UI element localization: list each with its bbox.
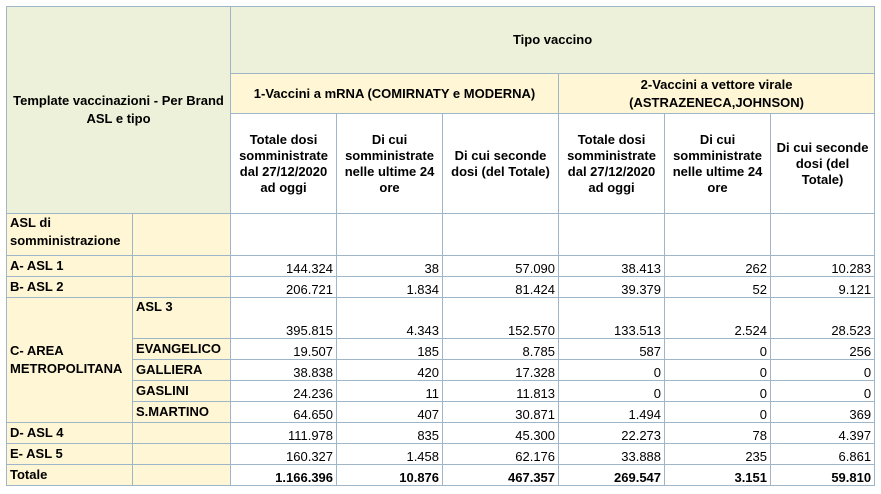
- value-cell: 39.379: [559, 277, 665, 298]
- value-cell: 9.121: [771, 277, 875, 298]
- col-header: Di cui somministrate nelle ultime 24 ore: [337, 114, 443, 214]
- total-row: [7, 465, 875, 486]
- value-cell: 256: [771, 339, 875, 360]
- value-cell: 17.328: [443, 360, 559, 381]
- value-cell: 369: [771, 402, 875, 423]
- row-label: B- ASL 2: [7, 277, 133, 298]
- sub-row-label: GASLINI: [133, 381, 231, 402]
- value-cell: 1.834: [337, 277, 443, 298]
- value-cell: 835: [337, 423, 443, 444]
- value-cell: 8.785: [443, 339, 559, 360]
- value-cell: 0: [665, 339, 771, 360]
- value-cell: 0: [665, 360, 771, 381]
- value-cell: 38.413: [559, 256, 665, 277]
- value-cell: 0: [771, 360, 875, 381]
- value-cell: 6.861: [771, 444, 875, 465]
- value-cell: 33.888: [559, 444, 665, 465]
- value-cell: 407: [337, 402, 443, 423]
- value-cell: 0: [771, 381, 875, 402]
- value-cell: 420: [337, 360, 443, 381]
- table-row: [7, 298, 875, 339]
- value-cell: 262: [665, 256, 771, 277]
- value-cell: 10.283: [771, 256, 875, 277]
- brand-header-viral-vector: 2-Vaccini a vettore virale (ASTRAZENECA,JOHNSON): [559, 74, 875, 114]
- corner-header: Template vaccinazioni - Per Brand ASL e tipo: [7, 7, 231, 214]
- value-cell: 38.838: [231, 360, 337, 381]
- total-cell: 1.166.396: [231, 465, 337, 486]
- value-cell: 2.524: [665, 298, 771, 339]
- value-cell: 395.815: [231, 298, 337, 339]
- table-row: [7, 444, 875, 465]
- value-cell: 30.871: [443, 402, 559, 423]
- value-cell: 64.650: [231, 402, 337, 423]
- sub-row-label: S.MARTINO: [133, 402, 231, 423]
- value-cell: 4.343: [337, 298, 443, 339]
- col-header: Totale dosi somministrate dal 27/12/2020 ad oggi: [559, 114, 665, 214]
- value-cell: 160.327: [231, 444, 337, 465]
- vaccination-table: [6, 6, 875, 486]
- table-row: [7, 402, 875, 423]
- value-cell: 52: [665, 277, 771, 298]
- value-cell: 133.513: [559, 298, 665, 339]
- table-row: [7, 277, 875, 298]
- table-row: [7, 381, 875, 402]
- value-cell: 111.978: [231, 423, 337, 444]
- sub-row-label: ASL 3: [133, 298, 231, 339]
- value-cell: 235: [665, 444, 771, 465]
- value-cell: 24.236: [231, 381, 337, 402]
- table-row: [7, 360, 875, 381]
- row-label: D- ASL 4: [7, 423, 133, 444]
- value-cell: 0: [559, 360, 665, 381]
- total-cell: 467.357: [443, 465, 559, 486]
- value-cell: 0: [665, 402, 771, 423]
- value-cell: 587: [559, 339, 665, 360]
- col-header: Di cui somministrate nelle ultime 24 ore: [665, 114, 771, 214]
- col-header: Di cui seconde dosi (del Totale): [443, 114, 559, 214]
- total-label: Totale: [7, 465, 133, 486]
- col-header: Totale dosi somministrate dal 27/12/2020 ad oggi: [231, 114, 337, 214]
- value-cell: 11.813: [443, 381, 559, 402]
- total-cell: 269.547: [559, 465, 665, 486]
- value-cell: 11: [337, 381, 443, 402]
- value-cell: 28.523: [771, 298, 875, 339]
- value-cell: 185: [337, 339, 443, 360]
- value-cell: 1.494: [559, 402, 665, 423]
- value-cell: 62.176: [443, 444, 559, 465]
- row-label: C- AREA METROPOLITANA: [7, 298, 133, 423]
- value-cell: 206.721: [231, 277, 337, 298]
- value-cell: 45.300: [443, 423, 559, 444]
- table-row: [7, 339, 875, 360]
- value-cell: 144.324: [231, 256, 337, 277]
- value-cell: 1.458: [337, 444, 443, 465]
- row-label: A- ASL 1: [7, 256, 133, 277]
- brand-header-mrna: 1-Vaccini a mRNA (COMIRNATY e MODERNA): [231, 74, 559, 114]
- value-cell: 4.397: [771, 423, 875, 444]
- value-cell: 81.424: [443, 277, 559, 298]
- table-row: [7, 423, 875, 444]
- value-cell: 22.273: [559, 423, 665, 444]
- total-cell: 59.810: [771, 465, 875, 486]
- section-label: ASL di somministrazione: [7, 214, 133, 256]
- value-cell: 0: [665, 381, 771, 402]
- value-cell: 19.507: [231, 339, 337, 360]
- value-cell: 152.570: [443, 298, 559, 339]
- group-header: Tipo vaccino: [231, 7, 875, 74]
- sub-row-label: GALLIERA: [133, 360, 231, 381]
- col-header: Di cui seconde dosi (del Totale): [771, 114, 875, 214]
- value-cell: 38: [337, 256, 443, 277]
- total-cell: 10.876: [337, 465, 443, 486]
- value-cell: 78: [665, 423, 771, 444]
- value-cell: 57.090: [443, 256, 559, 277]
- table-row: [7, 256, 875, 277]
- total-cell: 3.151: [665, 465, 771, 486]
- row-label: E- ASL 5: [7, 444, 133, 465]
- sub-row-label: EVANGELICO: [133, 339, 231, 360]
- value-cell: 0: [559, 381, 665, 402]
